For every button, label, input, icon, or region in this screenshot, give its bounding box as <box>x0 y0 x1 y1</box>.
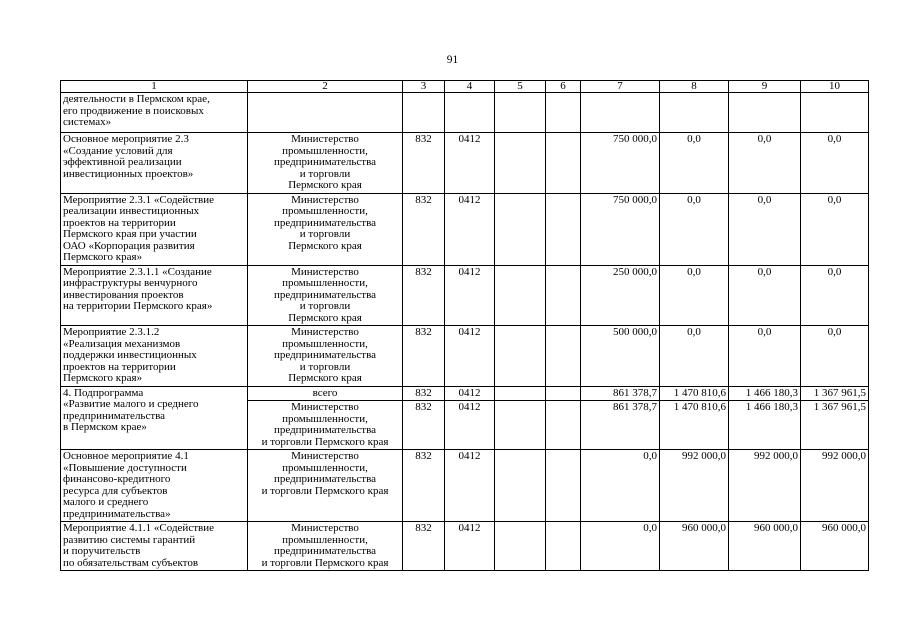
executor-cell: всего <box>248 386 403 401</box>
amount-cell: 992 000,0 <box>801 450 869 522</box>
header-cell: 8 <box>660 81 729 93</box>
section-cell: 0412 <box>445 401 495 450</box>
amount-cell: 1 466 180,3 <box>729 386 801 401</box>
amount-cell: 500 000,0 <box>581 326 660 387</box>
amount-cell: 750 000,0 <box>581 133 660 194</box>
activity-name-cell: Основное мероприятие 2.3 «Создание условий для эффективной реализации инвестиционных проектов» <box>61 133 248 194</box>
col5-cell <box>495 450 546 522</box>
code-cell: 832 <box>403 326 445 387</box>
header-cell: 5 <box>495 81 546 93</box>
header-cell: 6 <box>546 81 581 93</box>
subprogram-total-row <box>61 386 869 401</box>
table-row <box>61 265 869 326</box>
amount-cell: 1 466 180,3 <box>729 401 801 450</box>
section-cell: 0412 <box>445 133 495 194</box>
table-row <box>61 522 869 571</box>
table-row <box>61 450 869 522</box>
col5-cell <box>495 133 546 194</box>
col5-cell <box>495 93 546 133</box>
activity-name-cell: деятельности в Пермском крае, его продвижение в поисковых системах» <box>61 93 248 133</box>
header-cell: 2 <box>248 81 403 93</box>
executor-cell: Министерство промышленности, предпринимательства и торговли Пермского края <box>248 522 403 571</box>
col6-cell <box>546 193 581 265</box>
amount-cell: 0,0 <box>660 326 729 387</box>
amount-cell: 0,0 <box>729 326 801 387</box>
col6-cell <box>546 265 581 326</box>
col6-cell <box>546 386 581 401</box>
header-cell: 9 <box>729 81 801 93</box>
section-cell: 0412 <box>445 522 495 571</box>
amount-cell: 0,0 <box>729 133 801 194</box>
table-row <box>61 133 869 194</box>
col6-cell <box>546 326 581 387</box>
col6-cell <box>546 401 581 450</box>
amount-cell: 960 000,0 <box>729 522 801 571</box>
executor-cell: Министерство промышленности, предпринимательства и торговли Пермского края <box>248 265 403 326</box>
amount-cell: 1 470 810,6 <box>660 386 729 401</box>
col5-cell <box>495 401 546 450</box>
header-cell: 4 <box>445 81 495 93</box>
subprogram-name-cell: 4. Подпрограмма «Развитие малого и среднего предпринимательства в Пермском крае» <box>61 386 248 450</box>
amount-cell: 250 000,0 <box>581 265 660 326</box>
section-cell: 0412 <box>445 386 495 401</box>
code-cell: 832 <box>403 386 445 401</box>
column-number-row <box>61 81 869 93</box>
section-cell <box>445 93 495 133</box>
amount-cell: 0,0 <box>660 193 729 265</box>
amount-cell: 0,0 <box>581 450 660 522</box>
amount-cell: 1 470 810,6 <box>660 401 729 450</box>
code-cell: 832 <box>403 265 445 326</box>
section-cell: 0412 <box>445 450 495 522</box>
amount-cell <box>801 93 869 133</box>
col6-cell <box>546 93 581 133</box>
amount-cell: 0,0 <box>660 265 729 326</box>
col6-cell <box>546 133 581 194</box>
amount-cell <box>729 93 801 133</box>
executor-cell: Министерство промышленности, предпринимательства и торговли Пермского края <box>248 450 403 522</box>
section-cell: 0412 <box>445 265 495 326</box>
amount-cell: 992 000,0 <box>660 450 729 522</box>
header-cell: 7 <box>581 81 660 93</box>
activity-name-cell: Мероприятие 2.3.1 «Содействие реализации инвестиционных проектов на территории Пермского края при участии ОАО «Корпорация развития Пермского края» <box>61 193 248 265</box>
amount-cell: 0,0 <box>801 193 869 265</box>
header-cell: 3 <box>403 81 445 93</box>
amount-cell: 0,0 <box>801 265 869 326</box>
code-cell: 832 <box>403 450 445 522</box>
amount-cell: 750 000,0 <box>581 193 660 265</box>
header-cell: 10 <box>801 81 869 93</box>
amount-cell: 992 000,0 <box>729 450 801 522</box>
executor-cell: Министерство промышленности, предпринимательства и торговли Пермского края <box>248 326 403 387</box>
amount-cell: 0,0 <box>581 522 660 571</box>
code-cell: 832 <box>403 193 445 265</box>
code-cell: 832 <box>403 133 445 194</box>
executor-cell: Министерство промышленности, предпринимательства и торговли Пермского края <box>248 401 403 450</box>
col5-cell <box>495 326 546 387</box>
header-cell: 1 <box>61 81 248 93</box>
col5-cell <box>495 522 546 571</box>
col6-cell <box>546 450 581 522</box>
activity-name-cell: Основное мероприятие 4.1 «Повышение доступности финансово-кредитного ресурса для субъектов малого и среднего предпринимательства» <box>61 450 248 522</box>
budget-table <box>60 80 869 571</box>
amount-cell <box>581 93 660 133</box>
table-row <box>61 93 869 133</box>
code-cell <box>403 93 445 133</box>
executor-cell: Министерство промышленности, предпринимательства и торговли Пермского края <box>248 193 403 265</box>
amount-cell: 0,0 <box>729 193 801 265</box>
activity-name-cell: Мероприятие 4.1.1 «Содействие развитию системы гарантий и поручительств по обязательствам субъектов <box>61 522 248 571</box>
amount-cell: 960 000,0 <box>660 522 729 571</box>
page-number: 91 <box>446 54 459 66</box>
col5-cell <box>495 265 546 326</box>
code-cell: 832 <box>403 522 445 571</box>
amount-cell: 861 378,7 <box>581 401 660 450</box>
executor-cell: Министерство промышленности, предпринимательства и торговли Пермского края <box>248 133 403 194</box>
section-cell: 0412 <box>445 326 495 387</box>
amount-cell: 0,0 <box>801 133 869 194</box>
amount-cell <box>660 93 729 133</box>
amount-cell: 1 367 961,5 <box>801 401 869 450</box>
amount-cell: 0,0 <box>729 265 801 326</box>
col6-cell <box>546 522 581 571</box>
amount-cell: 0,0 <box>801 326 869 387</box>
executor-cell <box>248 93 403 133</box>
code-cell: 832 <box>403 401 445 450</box>
amount-cell: 1 367 961,5 <box>801 386 869 401</box>
table-row <box>61 193 869 265</box>
activity-name-cell: Мероприятие 2.3.1.2 «Реализация механизмов поддержки инвестиционных проектов на территории Пермского края» <box>61 326 248 387</box>
col5-cell <box>495 386 546 401</box>
amount-cell: 0,0 <box>660 133 729 194</box>
amount-cell: 960 000,0 <box>801 522 869 571</box>
amount-cell: 861 378,7 <box>581 386 660 401</box>
table-row <box>61 326 869 387</box>
activity-name-cell: Мероприятие 2.3.1.1 «Создание инфраструктуры венчурного инвестирования проектов на территории Пермского края» <box>61 265 248 326</box>
col5-cell <box>495 193 546 265</box>
section-cell: 0412 <box>445 193 495 265</box>
